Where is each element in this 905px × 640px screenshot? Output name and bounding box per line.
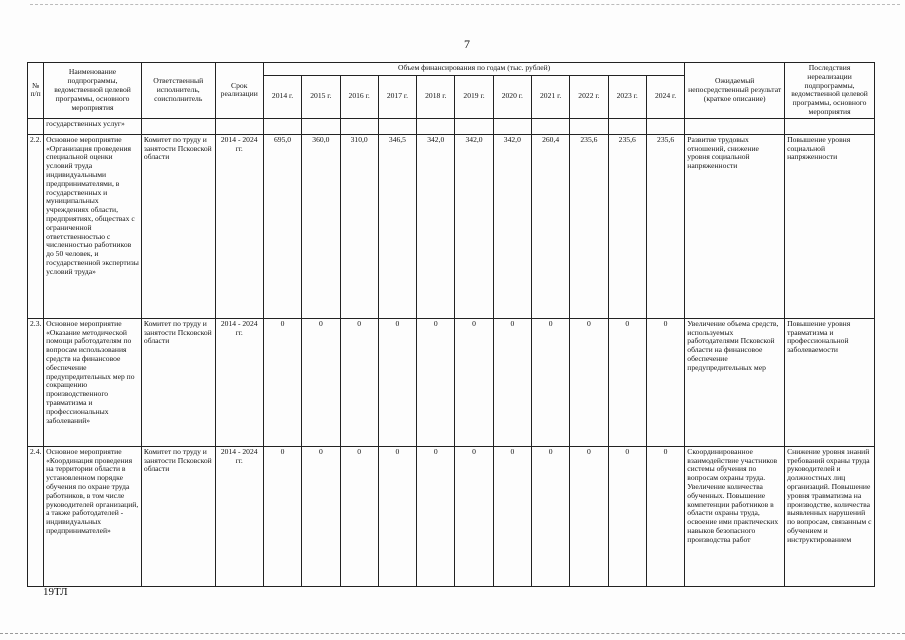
row-num: 2.3. <box>28 318 44 446</box>
row-value: 0 <box>531 446 569 586</box>
row-value: 346,5 <box>378 134 416 318</box>
row-name: Основное мероприятие «Оказание методической помощи работодателям по вопросам использования средств на финансовое обеспечение предупредительных мер по сокращению производственного травматизма и профессиональных заболеваний» <box>44 318 142 446</box>
row-value: 0 <box>646 318 684 446</box>
row-value: 695,0 <box>263 134 301 318</box>
row-value: 235,6 <box>608 134 646 318</box>
header-financing: Объем финансирования по годам (тыс. рублей) <box>263 63 684 76</box>
row-value: 0 <box>302 318 340 446</box>
header-year: 2022 г. <box>570 75 608 118</box>
row-result: Развитие трудовых отношений, снижение уровня социальной напряженности <box>685 134 785 318</box>
row-name: Основное мероприятие «Организация проведения специальной оценки условий труда индивидуальными предпринимателями, в государственных и муниципальных учреждениях области, предприятиях, обществах с ограниченной ответственностью с численностью работников до 50 человек, и государственной экспертизы условий труда» <box>44 134 142 318</box>
row-value: 0 <box>263 318 301 446</box>
table-row <box>28 134 875 318</box>
row-value: 360,0 <box>302 134 340 318</box>
footer-code: 19ТЛ <box>43 586 68 598</box>
row-value: 235,6 <box>646 134 684 318</box>
row-value: 0 <box>263 446 301 586</box>
row-value: 0 <box>531 318 569 446</box>
header-result: Ожидаемый непосредственный результат (краткое описание) <box>685 63 785 119</box>
row-value: 0 <box>378 318 416 446</box>
row-consequences: Повышение уровня травматизма и профессиональной заболеваемости <box>785 318 875 446</box>
scan-edge-bottom <box>0 633 905 634</box>
row-value: 0 <box>455 318 493 446</box>
row-value: 0 <box>417 446 455 586</box>
row-value: 0 <box>378 446 416 586</box>
header-year: 2019 г. <box>455 75 493 118</box>
row-value: 0 <box>340 446 378 586</box>
row-consequences: Снижение уровня знаний требований охраны труда руководителей и должностных лиц организаций. Повышение уровня травматизма на производстве, количества выявленных нарушений по вопросам, связанным с обучением и инструктированием <box>785 446 875 586</box>
row-result: Увеличение объема средств, используемых работодателями Псковской области на финансовое обеспечение предупредительных мер <box>685 318 785 446</box>
row-value: 0 <box>302 446 340 586</box>
row-value: 342,0 <box>417 134 455 318</box>
table-row-continuation <box>28 118 875 134</box>
header-period: Срок реализации <box>215 63 263 119</box>
continuation-text: государственных услуг» <box>44 118 142 134</box>
page-number: 7 <box>464 37 470 51</box>
row-value: 0 <box>608 318 646 446</box>
row-value: 0 <box>646 446 684 586</box>
header-consequences: Последствия нереализации подпрограммы, ведомственной целевой программы, основного мероприятия <box>785 63 875 119</box>
row-period: 2014 - 2024 гг. <box>215 134 263 318</box>
row-period: 2014 - 2024 гг. <box>215 446 263 586</box>
row-result: Скоординированное взаимодействие участников системы обучения по вопросам охраны труда. Увеличение количества обученных. Повышение компетенции работников в области охраны труда, освоение ими практических навыков безопасного производства работ <box>685 446 785 586</box>
scan-edge-top <box>30 4 900 5</box>
header-year: 2023 г. <box>608 75 646 118</box>
row-num: 2.2. <box>28 134 44 318</box>
row-name: Основное мероприятие «Координация проведения на территории области в установленном порядке обучения по охране труда работников, в том числе руководителей организаций, а также работодателей - индивидуальных предпринимателей» <box>44 446 142 586</box>
header-year: 2014 г. <box>263 75 301 118</box>
row-value: 342,0 <box>455 134 493 318</box>
row-value: 235,6 <box>570 134 608 318</box>
row-value: 342,0 <box>493 134 531 318</box>
row-value: 310,0 <box>340 134 378 318</box>
row-num: 2.4. <box>28 446 44 586</box>
table-row <box>28 446 875 586</box>
row-executor: Комитет по труду и занятости Псковской области <box>141 446 215 586</box>
header-name: Наименование подпрограммы, ведомственной целевой программы, основного мероприятия <box>44 63 142 119</box>
financing-table <box>27 62 875 587</box>
row-value: 0 <box>608 446 646 586</box>
header-year: 2020 г. <box>493 75 531 118</box>
header-year: 2024 г. <box>646 75 684 118</box>
header-year: 2016 г. <box>340 75 378 118</box>
row-value: 0 <box>455 446 493 586</box>
row-value: 0 <box>570 318 608 446</box>
row-executor: Комитет по труду и занятости Псковской области <box>141 134 215 318</box>
header-num: № п/п <box>28 63 44 119</box>
row-value: 0 <box>493 318 531 446</box>
row-value: 260,4 <box>531 134 569 318</box>
header-executor: Ответственный исполнитель, соисполнитель <box>141 63 215 119</box>
header-year: 2021 г. <box>531 75 569 118</box>
row-value: 0 <box>570 446 608 586</box>
table-row <box>28 318 875 446</box>
row-period: 2014 - 2024 гг. <box>215 318 263 446</box>
header-year: 2017 г. <box>378 75 416 118</box>
row-value: 0 <box>340 318 378 446</box>
row-executor: Комитет по труду и занятости Псковской области <box>141 318 215 446</box>
row-value: 0 <box>417 318 455 446</box>
row-consequences: Повышение уровня социальной напряженности <box>785 134 875 318</box>
header-year: 2018 г. <box>417 75 455 118</box>
row-value: 0 <box>493 446 531 586</box>
header-year: 2015 г. <box>302 75 340 118</box>
